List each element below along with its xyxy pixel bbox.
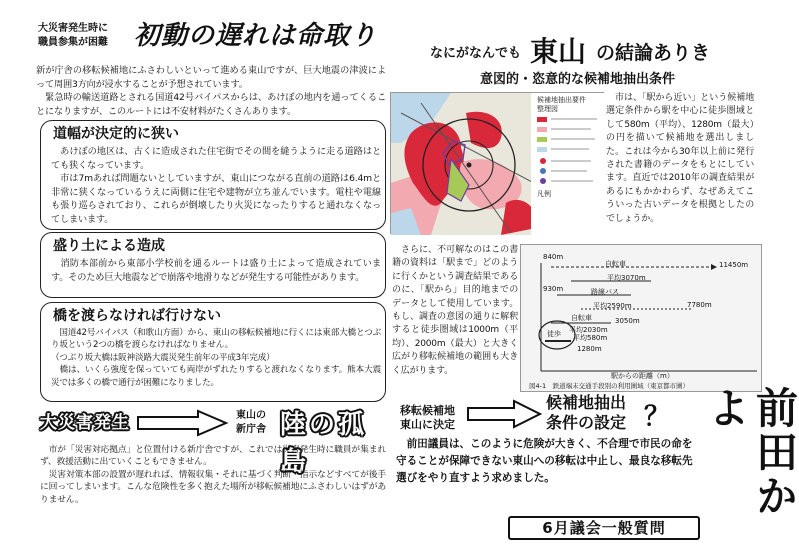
chart-label-7780: 7780m xyxy=(687,301,712,309)
section-box-embankment xyxy=(40,232,386,298)
question-mark: ？ xyxy=(644,402,671,432)
banner-right-label: 陸の孤島 xyxy=(280,410,368,477)
chart-axis-label: 駅からの距離（m） xyxy=(611,372,674,380)
section-heading: 道幅が決定的に狭い xyxy=(53,126,179,142)
map-caption-1: 候補地抽出要件 xyxy=(537,96,586,104)
section-body: 消防本部前から東部小学校前を通るルートは盛り土によって造成されています。そのため巨大地震などで崩落や地滑りなどが発生する可能性があります。 xyxy=(51,258,381,283)
chart-label-bus: 路線バス xyxy=(591,288,619,296)
question-line-2: 条件の設定 xyxy=(546,413,627,432)
section-heading: 盛り土による造成 xyxy=(53,238,165,254)
chart-label-moped: 自転車 xyxy=(571,314,592,322)
map-legend-title: 凡例 xyxy=(537,190,551,198)
banner-left-label: 大災害発生 xyxy=(40,413,130,433)
chart-label-bus-avg: 平均2590m xyxy=(593,302,632,310)
map-figure xyxy=(390,92,604,234)
chart-label-bike: 自転車 xyxy=(605,260,626,268)
header-left xyxy=(38,22,398,62)
chart-label-walk-avg: 平均580m xyxy=(573,334,608,342)
section-body: あけぼの地区は、古くに造成された住宅街でその間を縫うように走る道路はとても狭くなっています。 市は7mあれば問題ないとしていますが、東山につながる直前の道路は6.4mと非常に狭くなっているうえに両側に住宅や建物が立ち並んでいます。電柱や電線も張り巡らされており、これらが倒壊したり火災になったりすると通れなくなってしまいます。 xyxy=(51,146,381,225)
map-caption-2: 整理図 xyxy=(537,105,558,113)
right-paragraph-2: さらに、不可解なのはこの書籍の資料は「駅まで」どのように行くかという調査結果であるのに、「駅から」目的地までのデータとして使用しています。もし、調査の意図の通りに解釈すると徒歩圏域は1000m（平均）、2000m（最大）と大きく広がり移転候補地の範囲も大きく広がります。 xyxy=(392,245,518,376)
main-title-left: 初動の遅れは命取り xyxy=(134,21,378,51)
intro-paragraph: 新が庁舎の移転候補地にふさわしいといって進める東山ですが、巨大地震の津波によって周囲3方向が浸水することが予想されています。 緊急時の輸送道路とされる国道42号バイパスからは、あけぼの地内を通ってくることになりますが、このルートには不安材料がたくさんあります。 xyxy=(36,65,386,117)
chart-label-930: 930m xyxy=(543,285,564,293)
hazard-map-image xyxy=(391,93,605,235)
chart-caption: 図4-1 鉄道端末交通手段別の利用圏域（東京都市圏） xyxy=(529,382,690,390)
right-arrow-icon xyxy=(466,400,542,428)
title-main: 東山 xyxy=(530,35,587,68)
arrow-label-2: 東山に決定 xyxy=(400,418,455,431)
section-box-bridges xyxy=(40,302,386,402)
distance-chart-figure xyxy=(520,244,762,392)
header-right xyxy=(420,28,750,88)
subtitle-2: 意図的・恣意的な候補地抽出条件 xyxy=(480,72,676,87)
author-name: 前田かよ xyxy=(702,386,799,518)
chart-label-1280: 1280m xyxy=(577,345,602,353)
chart-label-walk: 徒歩 xyxy=(547,330,561,338)
banner-mid-label-2: 新庁舎 xyxy=(236,424,266,435)
chart-label-3050: 3050m xyxy=(615,317,640,325)
title-rest: の結論ありき xyxy=(596,42,711,64)
section-box-road-width xyxy=(40,120,386,230)
island-paragraph: 市が「災害対応拠点」と位置付ける新庁舎ですが、これでは災害発生時に職員が集まれず、救援活動に出ていくこともできません。 災害対策本部の設置が遅れれば、情報収集・それに基づく判断・指示などすべてが後手に回ってしまいます。こんな危険性を多く抱えた場所が移転候補地にふさわしいはずがありません。 xyxy=(40,445,386,505)
conclusion-paragraph: 前田議員は、このように危険が大きく、不合理で市民の命を守ることが保障できない東山への移転は中止し、最良な移転先選びをやり直すよう求めました。 xyxy=(396,438,693,484)
right-paragraph-1: 市は、「駅から近い」という候補地選定条件から駅を中心に徒歩圏域として580m（平均）、1280m（最大）の円を描いて候補地を選出しました。これは今から30年以上前に発行された書籍のデータをもとにしています。直近では2010年の調査結果があるにもかかわらず、なぜあえてこういった古いデータを根拠としたのでしょうか。 xyxy=(606,93,754,224)
chart-label-11450: 11450m xyxy=(719,261,749,269)
arrow-label-1: 移転候補地 xyxy=(400,404,455,417)
right-arrow-icon xyxy=(136,410,228,436)
banner-mid-label-1: 東山の xyxy=(236,410,266,421)
footer-label: 6月議会一般質問 xyxy=(508,516,700,540)
tag-line-2: 職員参集が困難 xyxy=(38,37,108,48)
chart-label-840: 840m xyxy=(543,253,564,261)
section-heading: 橋を渡らなければ行けない xyxy=(53,308,221,324)
subtitle-small: なにがなんでも xyxy=(430,46,522,61)
section-body: 国道42号バイパス（和歌山方面）から、東山の移転候補地に行くには東部大橋とつぶり坂という2つの橋を渡らなければなりません。 （つぶり坂大橋は阪神淡路大震災発生前年の平成3年完成） 橋は、いくら強度を保っていても両岸がずれたりすると渡れなくなります。熊本大震災では多くの橋で通行が困難になりました。 xyxy=(51,328,381,388)
chart-label-moped-avg: 平均2030m xyxy=(569,326,608,334)
chart-label-bike-avg: 平均3070m xyxy=(607,274,646,282)
question-line-1: 候補地抽出 xyxy=(546,393,627,412)
tag-line-1: 大災害発生時に xyxy=(38,23,108,34)
